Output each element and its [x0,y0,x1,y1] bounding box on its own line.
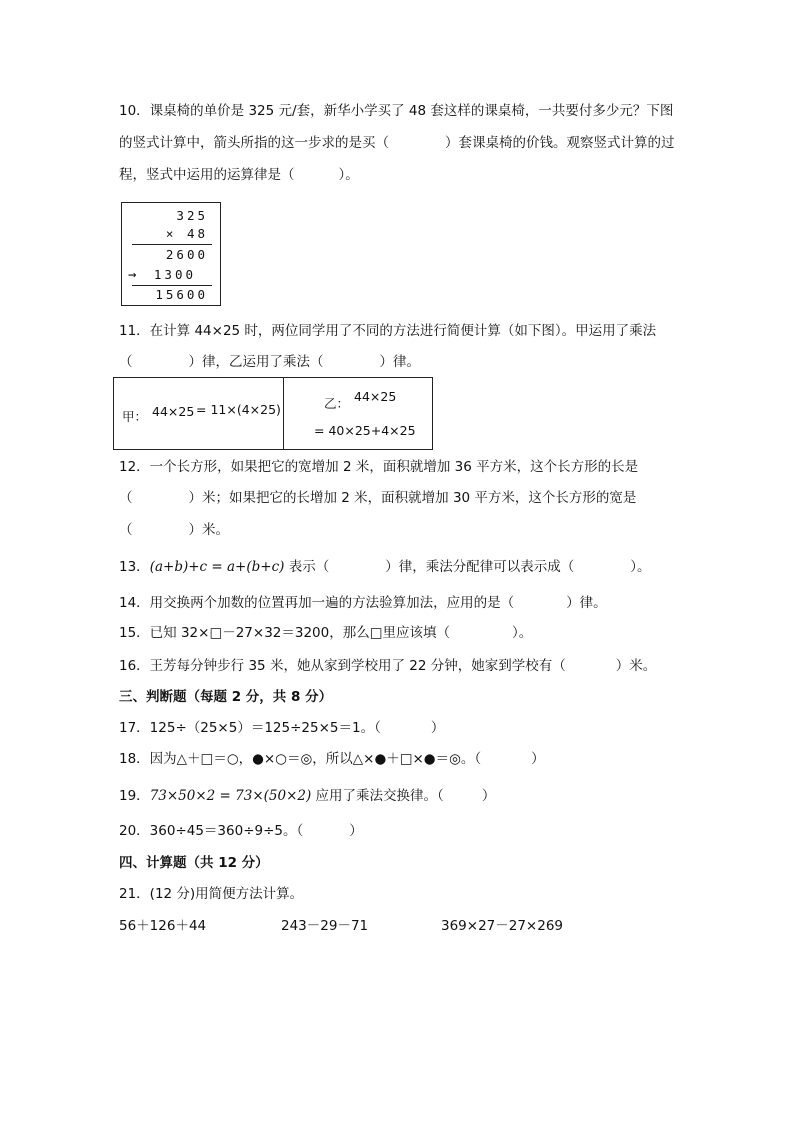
q15-text-a: 15．已知 32×□－27×32＝3200，那么□里应该填（ [119,625,450,641]
q12-line2-text-b: ）米；如果把它的长增加 2 米，面积就增加 30 平方米，这个长方形的宽是 [188,490,637,506]
q12-line2 [119,488,636,508]
jia-label: 甲： [122,409,148,424]
q21-item-1: 56＋126＋44 [119,918,207,934]
q13-formula: (a+b)+c = a+(b+c) [149,559,285,575]
q21-item-3: 369×27－27×269 [441,918,564,934]
q19-number: 19． [119,788,150,804]
q17-text-a: 17．125÷（25×5）＝125÷25×5＝1。（ [119,720,381,736]
calc-rule-1 [132,244,212,245]
q13-line [119,557,650,577]
method-yi-cell [284,378,432,449]
q20-text-b: ） [349,823,363,839]
q14-line [119,593,607,613]
yi-label: 乙： [324,396,350,411]
q19-text-a: 应用了乘法交换律。（ [311,788,444,804]
q18-text-b: ） [531,751,545,767]
q15-line [119,623,532,643]
q14-text-a: 14．用交换两个加数的位置再加一遍的方法验算加法，应用的是（ [119,595,515,611]
q11-line2-text-a: （ [119,354,133,370]
jia-expr-left: 44×25 [152,404,195,419]
calc-partial-2: 1300 [153,267,196,282]
q21-title: 21．(12 分)用简便方法计算。 [119,886,304,902]
jia-expr-right: = 11×(4×25) [196,402,281,417]
q11-line2-text-b: ）律，乙运用了乘法（ [188,354,324,370]
q17-text-b: ） [430,720,445,736]
q19-formula: 73×50×2 = 73×(50×2) [149,788,312,804]
q11-line2-text-c: ）律。 [379,354,420,370]
q15-text-b: ）。 [512,625,533,641]
calc-rule-2 [132,285,212,286]
q21-item-2: 243－29－71 [281,918,369,934]
q19-line [119,786,495,806]
yi-expr-2: = 40×25+4×25 [314,423,416,438]
q10-line2-text-a: 的竖式计算中，箭头所指的这一步求的是买（ [119,135,389,151]
q20-line [119,821,363,841]
method-jia-cell [114,378,284,449]
section-4-heading: 四、计算题（共 12 分） [119,855,269,871]
calc-partial-1: 2600 [165,247,208,262]
q13-text-b: ）律，乘法分配律可以表示成（ [385,559,575,575]
q13-text-a: 表示（ [284,559,330,575]
q17-line [119,718,444,738]
vertical-calculation-figure [121,202,221,306]
q19-text-b: ） [481,788,496,804]
q18-line [119,749,545,769]
q10-line1: 10．课桌椅的单价是 325 元/套，新华小学买了 48 套这样的课桌椅，一共要付多少元？下图 [119,103,674,119]
q13-text-c: ）。 [630,559,651,575]
q18-text-a: 18．因为△＋□＝○，●×○＝◎，所以△×●＋□×●＝◎。（ [119,751,482,767]
q12-line1: 12．一个长方形，如果把它的宽增加 2 米，面积就增加 36 平方米，这个长方形的长是 [119,459,639,475]
q11-line2 [119,352,420,372]
calc-arrow-icon: → [128,267,137,283]
q12-line2-text-a: （ [119,490,133,506]
q14-text-b: ）律。 [566,595,607,611]
q12-line3-text-b: ）米。 [188,522,229,538]
method-comparison-table [113,377,433,450]
calc-multiplicand: 325 [176,208,208,223]
q13-number: 13． [119,559,150,575]
calc-multiplier: × 48 [165,226,208,241]
q10-line2-text-b: ）套课桌椅的价钱。观察竖式计算的过 [445,135,675,151]
section-3-heading: 三、判断题（每题 2 分，共 8 分） [119,689,333,705]
calc-total: 15600 [155,287,208,302]
yi-expr-1: 44×25 [354,389,397,404]
q10-line3 [119,165,359,185]
q16-text-b: ）米。 [615,658,657,674]
q10-line3-text-a: 程，竖式中运用的运算律是（ [119,167,295,183]
q12-line3-text-a: （ [119,522,133,538]
q16-text-a: 16．王芳每分钟步行 35 米，她从家到学校用了 22 分钟，她家到学校有（ [119,658,566,674]
q16-line [119,656,656,676]
q12-line3 [119,520,229,540]
q20-text-a: 20．360÷45＝360÷9÷5。（ [119,823,304,839]
q10-line3-text-b: ）。 [338,167,359,183]
q11-line1: 11．在计算 44×25 时，两位同学用了不同的方法进行简便计算（如下图）。甲运用了乘法 [119,323,657,339]
q10-line2 [119,133,675,153]
